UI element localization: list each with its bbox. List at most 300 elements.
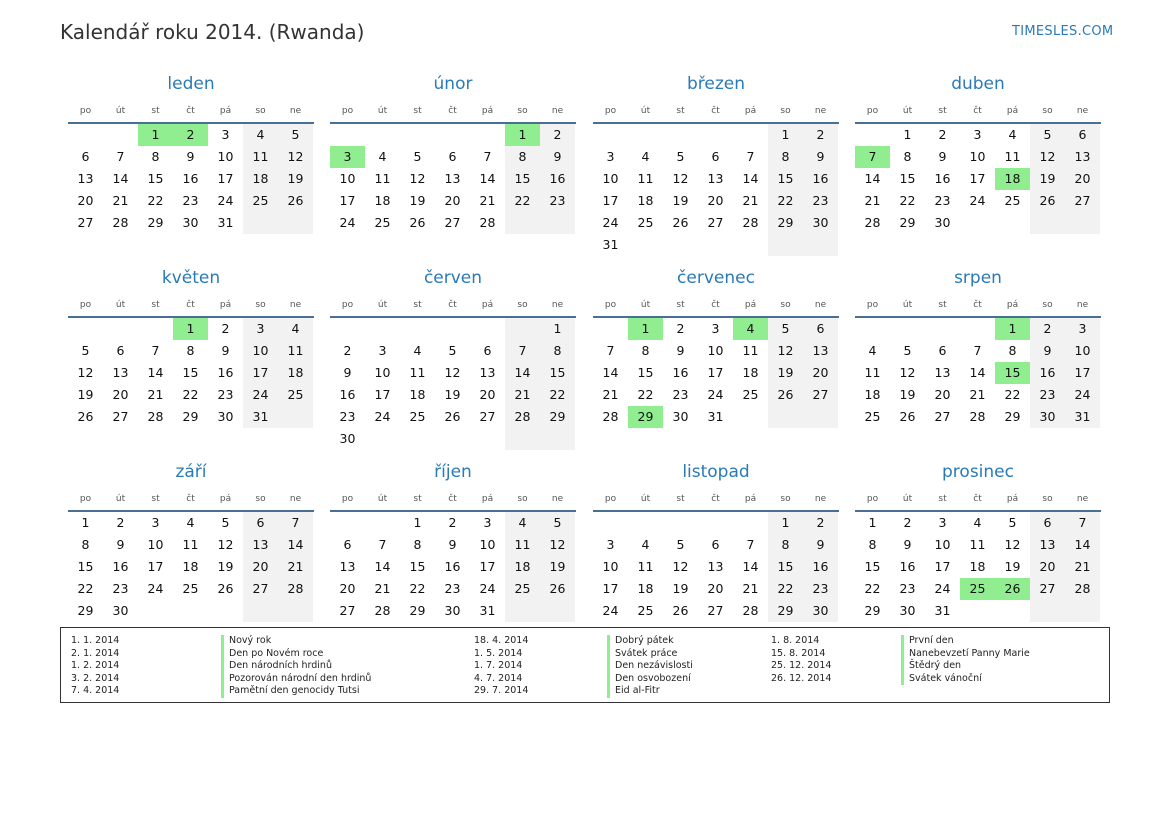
day-cell[interactable]: 10 bbox=[707, 343, 724, 358]
day-cell[interactable]: 6 bbox=[938, 343, 947, 358]
day-cell[interactable]: 4 bbox=[641, 537, 650, 552]
day-cell[interactable]: 30 bbox=[112, 603, 129, 618]
day-cell[interactable]: 18 bbox=[637, 193, 654, 208]
day-cell[interactable]: 24 bbox=[934, 581, 951, 596]
day-cell[interactable]: 9 bbox=[803, 146, 838, 168]
day-cell[interactable]: 16 bbox=[217, 365, 234, 380]
day-cell[interactable]: 12 bbox=[1030, 146, 1065, 168]
day-cell[interactable]: 13 bbox=[339, 559, 356, 574]
day-cell[interactable]: 4 bbox=[1008, 127, 1017, 142]
day-cell[interactable]: 1 bbox=[995, 318, 1030, 340]
day-cell[interactable]: 17 bbox=[147, 559, 164, 574]
day-cell[interactable]: 3 bbox=[221, 127, 230, 142]
day-cell[interactable]: 31 bbox=[707, 409, 724, 424]
day-cell[interactable]: 20 bbox=[1030, 556, 1065, 578]
day-cell[interactable]: 14 bbox=[969, 365, 986, 380]
day-cell[interactable]: 12 bbox=[217, 537, 234, 552]
day-cell[interactable]: 20 bbox=[77, 193, 94, 208]
day-cell[interactable]: 1 bbox=[413, 515, 422, 530]
day-cell[interactable]: 13 bbox=[112, 365, 129, 380]
day-cell[interactable]: 11 bbox=[637, 171, 654, 186]
day-cell[interactable]: 15 bbox=[768, 168, 803, 190]
day-cell[interactable]: 6 bbox=[711, 537, 720, 552]
day-cell[interactable]: 15 bbox=[147, 171, 164, 186]
day-cell[interactable]: 9 bbox=[903, 537, 912, 552]
day-cell[interactable]: 22 bbox=[637, 387, 654, 402]
day-cell[interactable]: 5 bbox=[903, 343, 912, 358]
day-cell[interactable]: 1 bbox=[81, 515, 90, 530]
day-cell[interactable]: 28 bbox=[479, 215, 496, 230]
day-cell[interactable]: 7 bbox=[151, 343, 160, 358]
day-cell[interactable]: 8 bbox=[540, 340, 575, 362]
day-cell[interactable]: 2 bbox=[1030, 318, 1065, 340]
day-cell[interactable]: 27 bbox=[934, 409, 951, 424]
day-cell[interactable]: 7 bbox=[378, 537, 387, 552]
day-cell[interactable]: 17 bbox=[374, 387, 391, 402]
day-cell[interactable]: 25 bbox=[864, 409, 881, 424]
day-cell[interactable]: 1 bbox=[868, 515, 877, 530]
site-link[interactable]: TIMESLES.COM bbox=[1012, 24, 1114, 39]
day-cell[interactable]: 25 bbox=[505, 578, 540, 600]
day-cell[interactable]: 16 bbox=[803, 556, 838, 578]
day-cell[interactable]: 20 bbox=[243, 556, 278, 578]
day-cell[interactable]: 23 bbox=[803, 578, 838, 600]
day-cell[interactable]: 29 bbox=[409, 603, 426, 618]
day-cell[interactable]: 16 bbox=[934, 171, 951, 186]
day-cell[interactable]: 28 bbox=[374, 603, 391, 618]
day-cell[interactable]: 17 bbox=[479, 559, 496, 574]
day-cell[interactable]: 27 bbox=[339, 603, 356, 618]
day-cell[interactable]: 10 bbox=[602, 171, 619, 186]
day-cell[interactable]: 16 bbox=[112, 559, 129, 574]
day-cell[interactable]: 11 bbox=[505, 534, 540, 556]
day-cell[interactable]: 28 bbox=[112, 215, 129, 230]
day-cell[interactable]: 8 bbox=[768, 146, 803, 168]
day-cell[interactable]: 2 bbox=[448, 515, 457, 530]
day-cell[interactable]: 25 bbox=[637, 215, 654, 230]
day-cell[interactable]: 25 bbox=[374, 215, 391, 230]
day-cell[interactable]: 4 bbox=[973, 515, 982, 530]
day-cell[interactable]: 27 bbox=[112, 409, 129, 424]
day-cell[interactable]: 14 bbox=[278, 534, 313, 556]
day-cell[interactable]: 15 bbox=[768, 556, 803, 578]
day-cell[interactable]: 15 bbox=[637, 365, 654, 380]
day-cell[interactable]: 30 bbox=[339, 431, 356, 446]
day-cell[interactable]: 27 bbox=[1065, 190, 1100, 212]
day-cell[interactable]: 18 bbox=[505, 556, 540, 578]
day-cell[interactable]: 10 bbox=[339, 171, 356, 186]
day-cell[interactable]: 1 bbox=[768, 512, 803, 534]
day-cell[interactable]: 2 bbox=[803, 124, 838, 146]
day-cell[interactable]: 6 bbox=[81, 149, 90, 164]
day-cell[interactable]: 9 bbox=[343, 365, 352, 380]
day-cell[interactable]: 1 bbox=[628, 318, 663, 340]
day-cell[interactable]: 21 bbox=[742, 193, 759, 208]
day-cell[interactable]: 1 bbox=[505, 124, 540, 146]
day-cell[interactable]: 11 bbox=[969, 537, 986, 552]
day-cell[interactable]: 4 bbox=[413, 343, 422, 358]
day-cell[interactable]: 22 bbox=[147, 193, 164, 208]
day-cell[interactable]: 8 bbox=[641, 343, 650, 358]
day-cell[interactable]: 31 bbox=[934, 603, 951, 618]
day-cell[interactable]: 13 bbox=[803, 340, 838, 362]
day-cell[interactable]: 21 bbox=[112, 193, 129, 208]
day-cell[interactable]: 14 bbox=[864, 171, 881, 186]
day-cell[interactable]: 15 bbox=[505, 168, 540, 190]
day-cell[interactable]: 8 bbox=[768, 534, 803, 556]
day-cell[interactable]: 24 bbox=[339, 215, 356, 230]
day-cell[interactable]: 22 bbox=[864, 581, 881, 596]
day-cell[interactable]: 21 bbox=[864, 193, 881, 208]
day-cell[interactable]: 22 bbox=[899, 193, 916, 208]
day-cell[interactable]: 19 bbox=[409, 193, 426, 208]
day-cell[interactable]: 12 bbox=[409, 171, 426, 186]
day-cell[interactable]: 28 bbox=[602, 409, 619, 424]
day-cell[interactable]: 30 bbox=[1030, 406, 1065, 428]
day-cell[interactable]: 2 bbox=[938, 127, 947, 142]
day-cell[interactable]: 21 bbox=[278, 556, 313, 578]
day-cell[interactable]: 20 bbox=[707, 193, 724, 208]
day-cell[interactable]: 21 bbox=[505, 384, 540, 406]
day-cell[interactable]: 7 bbox=[855, 146, 890, 168]
day-cell[interactable]: 31 bbox=[602, 237, 619, 252]
day-cell[interactable]: 26 bbox=[899, 409, 916, 424]
day-cell[interactable]: 14 bbox=[374, 559, 391, 574]
day-cell[interactable]: 19 bbox=[768, 362, 803, 384]
day-cell[interactable]: 17 bbox=[217, 171, 234, 186]
day-cell[interactable]: 21 bbox=[969, 387, 986, 402]
day-cell[interactable]: 19 bbox=[77, 387, 94, 402]
day-cell[interactable]: 2 bbox=[903, 515, 912, 530]
day-cell[interactable]: 21 bbox=[602, 387, 619, 402]
day-cell[interactable]: 5 bbox=[540, 512, 575, 534]
day-cell[interactable]: 31 bbox=[479, 603, 496, 618]
day-cell[interactable]: 10 bbox=[374, 365, 391, 380]
day-cell[interactable]: 25 bbox=[960, 578, 995, 600]
day-cell[interactable]: 1 bbox=[540, 318, 575, 340]
day-cell[interactable]: 16 bbox=[1030, 362, 1065, 384]
day-cell[interactable]: 6 bbox=[1030, 512, 1065, 534]
day-cell[interactable]: 18 bbox=[278, 362, 313, 384]
day-cell[interactable]: 19 bbox=[217, 559, 234, 574]
day-cell[interactable]: 26 bbox=[217, 581, 234, 596]
day-cell[interactable]: 29 bbox=[1004, 409, 1021, 424]
day-cell[interactable]: 14 bbox=[479, 171, 496, 186]
day-cell[interactable]: 2 bbox=[173, 124, 208, 146]
day-cell[interactable]: 26 bbox=[768, 384, 803, 406]
day-cell[interactable]: 4 bbox=[278, 318, 313, 340]
day-cell[interactable]: 19 bbox=[1030, 168, 1065, 190]
day-cell[interactable]: 29 bbox=[182, 409, 199, 424]
day-cell[interactable]: 5 bbox=[413, 149, 422, 164]
day-cell[interactable]: 12 bbox=[278, 146, 313, 168]
day-cell[interactable]: 8 bbox=[868, 537, 877, 552]
day-cell[interactable]: 13 bbox=[1030, 534, 1065, 556]
day-cell[interactable]: 6 bbox=[483, 343, 492, 358]
day-cell[interactable]: 21 bbox=[1065, 556, 1100, 578]
day-cell[interactable]: 3 bbox=[973, 127, 982, 142]
day-cell[interactable]: 17 bbox=[602, 581, 619, 596]
day-cell[interactable]: 30 bbox=[803, 212, 838, 234]
day-cell[interactable]: 3 bbox=[151, 515, 160, 530]
day-cell[interactable]: 8 bbox=[903, 149, 912, 164]
day-cell[interactable]: 7 bbox=[606, 343, 615, 358]
day-cell[interactable]: 25 bbox=[182, 581, 199, 596]
day-cell[interactable]: 15 bbox=[995, 362, 1030, 384]
day-cell[interactable]: 31 bbox=[243, 406, 278, 428]
day-cell[interactable]: 26 bbox=[278, 190, 313, 212]
day-cell[interactable]: 14 bbox=[742, 171, 759, 186]
day-cell[interactable]: 15 bbox=[899, 171, 916, 186]
day-cell[interactable]: 9 bbox=[448, 537, 457, 552]
day-cell[interactable]: 15 bbox=[864, 559, 881, 574]
day-cell[interactable]: 28 bbox=[969, 409, 986, 424]
day-cell[interactable]: 30 bbox=[217, 409, 234, 424]
day-cell[interactable]: 29 bbox=[628, 406, 663, 428]
day-cell[interactable]: 6 bbox=[803, 318, 838, 340]
day-cell[interactable]: 12 bbox=[540, 534, 575, 556]
day-cell[interactable]: 23 bbox=[540, 190, 575, 212]
day-cell[interactable]: 20 bbox=[112, 387, 129, 402]
day-cell[interactable]: 26 bbox=[77, 409, 94, 424]
day-cell[interactable]: 9 bbox=[116, 537, 125, 552]
day-cell[interactable]: 23 bbox=[803, 190, 838, 212]
day-cell[interactable]: 26 bbox=[672, 215, 689, 230]
day-cell[interactable]: 22 bbox=[1004, 387, 1021, 402]
day-cell[interactable]: 7 bbox=[973, 343, 982, 358]
day-cell[interactable]: 3 bbox=[938, 515, 947, 530]
day-cell[interactable]: 24 bbox=[479, 581, 496, 596]
day-cell[interactable]: 23 bbox=[339, 409, 356, 424]
day-cell[interactable]: 21 bbox=[479, 193, 496, 208]
day-cell[interactable]: 28 bbox=[147, 409, 164, 424]
day-cell[interactable]: 12 bbox=[444, 365, 461, 380]
day-cell[interactable]: 16 bbox=[899, 559, 916, 574]
day-cell[interactable]: 6 bbox=[711, 149, 720, 164]
day-cell[interactable]: 16 bbox=[444, 559, 461, 574]
day-cell[interactable]: 10 bbox=[1065, 340, 1100, 362]
day-cell[interactable]: 22 bbox=[409, 581, 426, 596]
day-cell[interactable]: 23 bbox=[444, 581, 461, 596]
day-cell[interactable]: 19 bbox=[672, 581, 689, 596]
day-cell[interactable]: 30 bbox=[899, 603, 916, 618]
day-cell[interactable]: 2 bbox=[803, 512, 838, 534]
day-cell[interactable]: 28 bbox=[1065, 578, 1100, 600]
day-cell[interactable]: 5 bbox=[221, 515, 230, 530]
day-cell[interactable]: 30 bbox=[182, 215, 199, 230]
day-cell[interactable]: 4 bbox=[378, 149, 387, 164]
day-cell[interactable]: 25 bbox=[637, 603, 654, 618]
day-cell[interactable]: 13 bbox=[77, 171, 94, 186]
day-cell[interactable]: 1 bbox=[903, 127, 912, 142]
day-cell[interactable]: 7 bbox=[1065, 512, 1100, 534]
day-cell[interactable]: 12 bbox=[672, 559, 689, 574]
day-cell[interactable]: 28 bbox=[742, 603, 759, 618]
day-cell[interactable]: 29 bbox=[77, 603, 94, 618]
day-cell[interactable]: 4 bbox=[505, 512, 540, 534]
day-cell[interactable]: 7 bbox=[746, 149, 755, 164]
day-cell[interactable]: 29 bbox=[899, 215, 916, 230]
day-cell[interactable]: 24 bbox=[602, 215, 619, 230]
day-cell[interactable]: 14 bbox=[112, 171, 129, 186]
day-cell[interactable]: 30 bbox=[672, 409, 689, 424]
day-cell[interactable]: 15 bbox=[540, 362, 575, 384]
day-cell[interactable]: 18 bbox=[374, 193, 391, 208]
day-cell[interactable]: 7 bbox=[278, 512, 313, 534]
day-cell[interactable]: 30 bbox=[444, 603, 461, 618]
day-cell[interactable]: 8 bbox=[81, 537, 90, 552]
day-cell[interactable]: 3 bbox=[243, 318, 278, 340]
day-cell[interactable]: 23 bbox=[899, 581, 916, 596]
day-cell[interactable]: 3 bbox=[606, 537, 615, 552]
day-cell[interactable]: 10 bbox=[217, 149, 234, 164]
day-cell[interactable]: 11 bbox=[374, 171, 391, 186]
day-cell[interactable]: 25 bbox=[742, 387, 759, 402]
day-cell[interactable]: 12 bbox=[1004, 537, 1021, 552]
day-cell[interactable]: 5 bbox=[81, 343, 90, 358]
day-cell[interactable]: 8 bbox=[505, 146, 540, 168]
day-cell[interactable]: 10 bbox=[243, 340, 278, 362]
day-cell[interactable]: 30 bbox=[934, 215, 951, 230]
day-cell[interactable]: 18 bbox=[409, 387, 426, 402]
day-cell[interactable]: 29 bbox=[864, 603, 881, 618]
day-cell[interactable]: 12 bbox=[768, 340, 803, 362]
day-cell[interactable]: 22 bbox=[540, 384, 575, 406]
day-cell[interactable]: 24 bbox=[217, 193, 234, 208]
day-cell[interactable]: 8 bbox=[186, 343, 195, 358]
day-cell[interactable]: 24 bbox=[602, 603, 619, 618]
day-cell[interactable]: 4 bbox=[186, 515, 195, 530]
day-cell[interactable]: 9 bbox=[676, 343, 685, 358]
day-cell[interactable]: 13 bbox=[1065, 146, 1100, 168]
day-cell[interactable]: 5 bbox=[1030, 124, 1065, 146]
day-cell[interactable]: 21 bbox=[147, 387, 164, 402]
day-cell[interactable]: 15 bbox=[182, 365, 199, 380]
day-cell[interactable]: 11 bbox=[182, 537, 199, 552]
day-cell[interactable]: 19 bbox=[899, 387, 916, 402]
day-cell[interactable]: 24 bbox=[147, 581, 164, 596]
day-cell[interactable]: 20 bbox=[934, 387, 951, 402]
day-cell[interactable]: 2 bbox=[676, 321, 685, 336]
day-cell[interactable]: 23 bbox=[217, 387, 234, 402]
day-cell[interactable]: 3 bbox=[483, 515, 492, 530]
day-cell[interactable]: 5 bbox=[768, 318, 803, 340]
day-cell[interactable]: 22 bbox=[768, 578, 803, 600]
day-cell[interactable]: 20 bbox=[479, 387, 496, 402]
day-cell[interactable]: 29 bbox=[768, 212, 803, 234]
day-cell[interactable]: 14 bbox=[742, 559, 759, 574]
day-cell[interactable]: 17 bbox=[1065, 362, 1100, 384]
day-cell[interactable]: 11 bbox=[278, 340, 313, 362]
day-cell[interactable]: 13 bbox=[707, 171, 724, 186]
day-cell[interactable]: 5 bbox=[278, 124, 313, 146]
day-cell[interactable]: 20 bbox=[803, 362, 838, 384]
day-cell[interactable]: 18 bbox=[864, 387, 881, 402]
day-cell[interactable]: 28 bbox=[742, 215, 759, 230]
day-cell[interactable]: 20 bbox=[339, 581, 356, 596]
day-cell[interactable]: 4 bbox=[641, 149, 650, 164]
day-cell[interactable]: 14 bbox=[1065, 534, 1100, 556]
day-cell[interactable]: 24 bbox=[243, 384, 278, 406]
day-cell[interactable]: 14 bbox=[505, 362, 540, 384]
day-cell[interactable]: 27 bbox=[77, 215, 94, 230]
day-cell[interactable]: 9 bbox=[221, 343, 230, 358]
day-cell[interactable]: 18 bbox=[969, 559, 986, 574]
day-cell[interactable]: 9 bbox=[803, 534, 838, 556]
day-cell[interactable]: 22 bbox=[505, 190, 540, 212]
day-cell[interactable]: 26 bbox=[540, 578, 575, 600]
day-cell[interactable]: 23 bbox=[112, 581, 129, 596]
day-cell[interactable]: 27 bbox=[707, 215, 724, 230]
day-cell[interactable]: 3 bbox=[606, 149, 615, 164]
day-cell[interactable]: 6 bbox=[116, 343, 125, 358]
day-cell[interactable]: 10 bbox=[602, 559, 619, 574]
day-cell[interactable]: 8 bbox=[413, 537, 422, 552]
day-cell[interactable]: 25 bbox=[278, 384, 313, 406]
day-cell[interactable]: 13 bbox=[934, 365, 951, 380]
day-cell[interactable]: 5 bbox=[448, 343, 457, 358]
day-cell[interactable]: 8 bbox=[1008, 343, 1017, 358]
day-cell[interactable]: 7 bbox=[116, 149, 125, 164]
day-cell[interactable]: 10 bbox=[479, 537, 496, 552]
day-cell[interactable]: 30 bbox=[803, 600, 838, 622]
day-cell[interactable]: 19 bbox=[540, 556, 575, 578]
day-cell[interactable]: 23 bbox=[672, 387, 689, 402]
day-cell[interactable]: 18 bbox=[182, 559, 199, 574]
day-cell[interactable]: 27 bbox=[243, 578, 278, 600]
day-cell[interactable]: 2 bbox=[221, 321, 230, 336]
day-cell[interactable]: 31 bbox=[1065, 406, 1100, 428]
day-cell[interactable]: 16 bbox=[182, 171, 199, 186]
day-cell[interactable]: 27 bbox=[444, 215, 461, 230]
day-cell[interactable]: 9 bbox=[186, 149, 195, 164]
day-cell[interactable]: 12 bbox=[672, 171, 689, 186]
day-cell[interactable]: 12 bbox=[899, 365, 916, 380]
day-cell[interactable]: 12 bbox=[77, 365, 94, 380]
day-cell[interactable]: 27 bbox=[1030, 578, 1065, 600]
day-cell[interactable]: 5 bbox=[1008, 515, 1017, 530]
day-cell[interactable]: 6 bbox=[1065, 124, 1100, 146]
day-cell[interactable]: 15 bbox=[409, 559, 426, 574]
day-cell[interactable]: 26 bbox=[409, 215, 426, 230]
day-cell[interactable]: 11 bbox=[243, 146, 278, 168]
day-cell[interactable]: 17 bbox=[243, 362, 278, 384]
day-cell[interactable]: 5 bbox=[676, 537, 685, 552]
day-cell[interactable]: 23 bbox=[182, 193, 199, 208]
day-cell[interactable]: 26 bbox=[444, 409, 461, 424]
day-cell[interactable]: 11 bbox=[1004, 149, 1021, 164]
day-cell[interactable]: 19 bbox=[278, 168, 313, 190]
day-cell[interactable]: 19 bbox=[672, 193, 689, 208]
day-cell[interactable]: 21 bbox=[742, 581, 759, 596]
day-cell[interactable]: 22 bbox=[768, 190, 803, 212]
day-cell[interactable]: 15 bbox=[77, 559, 94, 574]
day-cell[interactable]: 7 bbox=[505, 340, 540, 362]
day-cell[interactable]: 19 bbox=[1004, 559, 1021, 574]
day-cell[interactable]: 25 bbox=[1004, 193, 1021, 208]
day-cell[interactable]: 19 bbox=[444, 387, 461, 402]
day-cell[interactable]: 2 bbox=[116, 515, 125, 530]
day-cell[interactable]: 25 bbox=[409, 409, 426, 424]
day-cell[interactable]: 20 bbox=[707, 581, 724, 596]
day-cell[interactable]: 29 bbox=[768, 600, 803, 622]
day-cell[interactable]: 1 bbox=[138, 124, 173, 146]
day-cell[interactable]: 16 bbox=[803, 168, 838, 190]
day-cell[interactable]: 22 bbox=[77, 581, 94, 596]
day-cell[interactable]: 29 bbox=[540, 406, 575, 428]
day-cell[interactable]: 11 bbox=[864, 365, 881, 380]
day-cell[interactable]: 7 bbox=[746, 537, 755, 552]
